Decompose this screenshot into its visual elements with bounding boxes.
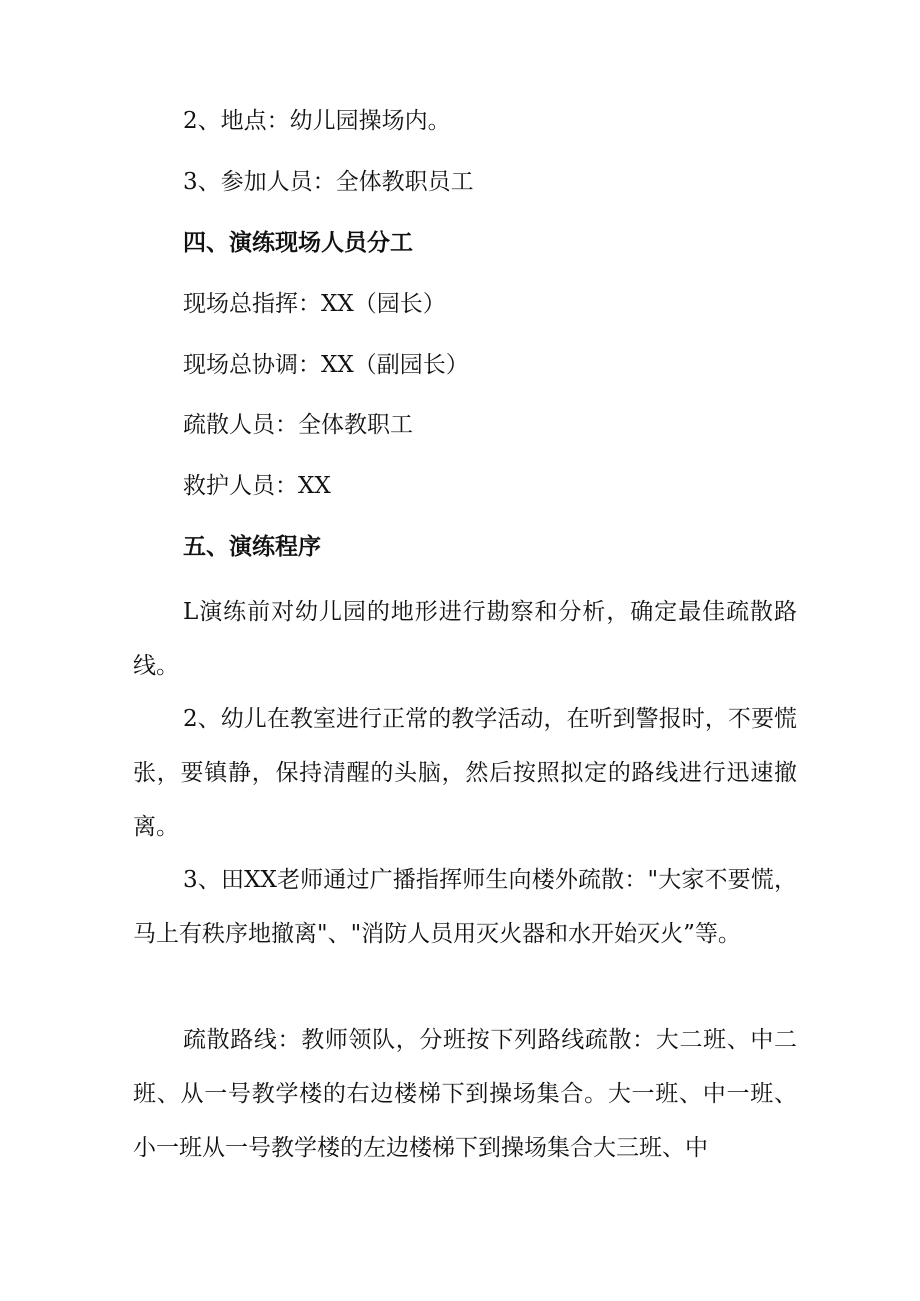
participants-line: 3、参加人员：全体教职员工 [183, 169, 474, 195]
procedure-paragraph-2: 2、幼儿在教室进行正常的教学活动，在听到警报时，不要慌张，要镇静，保持清醒的头脑，然后按照拟定的路线进行迅速撤离。 [133, 706, 797, 840]
coordinator-line: 现场总协调：XX（副园长） [183, 352, 469, 378]
location-line: 2、地点：幼儿园操场内。 [183, 108, 451, 134]
procedure-paragraph-3: 3、田XX老师通过广播指挥师生向楼外疏散："大家不要慌，马上有秩序地撤离"、"消防人员用灭火器和水开始灭火”等。 [133, 867, 797, 947]
procedure-paragraph-1: L演练前对幼儿园的地形进行勘察和分析，确定最佳疏散路线。 [133, 599, 797, 679]
section-heading-4: 四、演练现场人员分工 [183, 229, 413, 256]
evacuation-staff-line: 疏散人员：全体教职工 [183, 412, 413, 438]
commander-line: 现场总指挥：XX（园长） [183, 291, 446, 317]
section-heading-5: 五、演练程序 [183, 533, 321, 560]
evacuation-route-paragraph: 疏散路线：教师领队，分班按下列路线疏散：大二班、中二班、从一号教学楼的右边楼梯下到操场集合。大一班、中一班、小一班从一号教学楼的左边楼梯下到操场集合大三班、中 [133, 1027, 797, 1161]
rescue-staff-line: 救护人员：XX [183, 473, 331, 499]
